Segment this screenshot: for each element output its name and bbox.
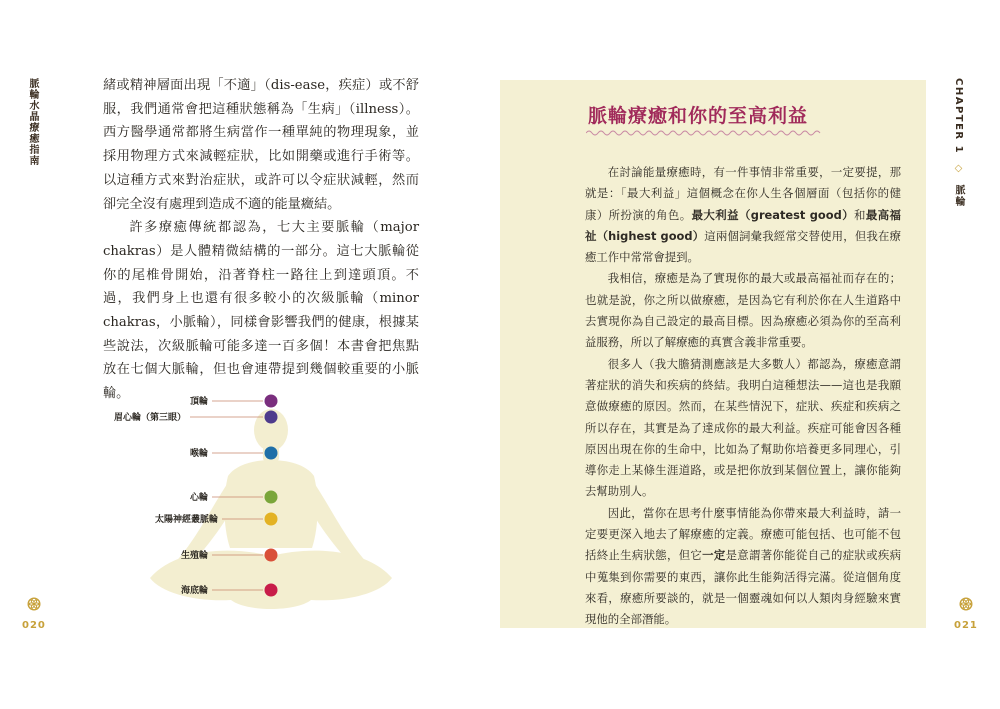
- left-body-text: [103, 74, 419, 406]
- chakra-dot-solar-plexus: [265, 513, 278, 526]
- chapter-label: CHAPTER 1: [953, 78, 964, 155]
- chakra-label-sacral: 生殖輪: [180, 551, 208, 561]
- text-run: 因此，當你在思考什麼事情能為你帶來最大利益時，請一定要更深入地去了解療癒的定義。療癒可能包括、也可能不包括終止生病狀態，但它: [585, 505, 901, 563]
- running-head-book-title: 脈輪水晶療癒指南: [27, 78, 38, 166]
- flower-ornament-icon: [959, 597, 973, 611]
- text-run: 我相信，療癒是為了實現你的最大或最高福祉而存在的；也就是說，你之所以做療癒，是因為它有利於你在人生道路中去實現你為自己設定的最高目標。因為療癒必須為你的至高利益服務，所以了解療癒的真實含義非常重要。: [585, 271, 901, 350]
- right-paragraph-1: [585, 162, 901, 268]
- text-run: 很多人（我大膽猜測應該是大多數人）都認為，療癒意謂著症狀的消失和疾病的終結。我明白這種想法——這也是我願意做療癒的原因。然而，在某些情況下，症狀、疾症和疾病之所以存在，其實是為了達成你的最大利益。疾症可能會因各種原因出現在你的生命中，比如為了幫助你培養更多同理心，引導你走上某條生涯道路，或是把你放到某個位置上，讓你能夠去幫助別人。: [585, 356, 901, 499]
- bold-term-highest-good: 最高福祉（highest good）: [585, 207, 901, 243]
- chakra-label-throat: 喉輪: [189, 449, 208, 459]
- text-run: 這兩個詞彙我經常交替使用，但我在療癒工作中常常會提到。: [585, 228, 901, 265]
- left-paragraph-1: 緒或精神層面出現「不適」（dis-ease，疾症）或不舒服，我們通常會把這種狀態稱為「生病」（illness）。西方醫學通常都將生病當作一種單純的物理現象，並採用物理方式來減輕症狀，比如開藥或進行手術等。以這種方式來對治症狀，或許可以令症狀減輕，然而卻完全沒有處理到造成不適的能量癥結。: [103, 78, 419, 212]
- page-number-left: 020: [22, 620, 46, 631]
- meditation-silhouette: [0, 380, 500, 630]
- chakra-dot-sacral: [265, 549, 278, 562]
- title-underline-wave: [586, 129, 822, 137]
- chakra-figure: [0, 380, 500, 630]
- bold-term-definitely: 一定: [702, 548, 726, 563]
- text-run: 是意謂著你能從自己的症狀或疾病中蒐集到你需要的東西，讓你此生能夠活得完滿。從這個角度來看，療癒所要談的，就是一個靈魂如何以人類肉身經驗來實現他的全部潛能。: [585, 548, 901, 627]
- right-page: [500, 0, 1000, 709]
- chakra-dot-heart: [265, 491, 278, 504]
- bold-term-greatest-good: 最大利益（greatest good）: [691, 207, 855, 222]
- text-run: 在討論能量療癒時，有一件事情非常重要，一定要提，那就是：「最大利益」這個概念在你人生各個層面（包括你的健康）所扮演的角色。: [585, 165, 901, 222]
- chakra-dot-root: [265, 584, 278, 597]
- chakra-label-heart: 心輪: [189, 493, 208, 503]
- right-paragraph-2: [585, 268, 901, 353]
- right-body-text: [585, 162, 901, 631]
- chakra-label-solar-plexus: 太陽神經叢脈輪: [154, 515, 218, 525]
- chakra-label-third-eye: 眉心輪（第三眼）: [113, 413, 186, 423]
- diamond-icon: ◇: [953, 163, 964, 176]
- right-paragraph-3: [585, 354, 901, 503]
- chakra-label-crown: 頂輪: [189, 397, 208, 407]
- left-paragraph-2: 許多療癒傳統都認為，七大主要脈輪（major chakras）是人體精微結構的一部分。這七大脈輪從你的尾椎骨開始，沿著脊柱一路往上到達頭頂。不過，我們身上也還有很多較小的次級脈輪（minor chakras，小脈輪），同樣會影響我們的健康，根據某些說法，次級脈輪可能多達一百多個！本書會把焦點放在七個大脈輪，但也會連帶提到幾個較重要的小脈輪。: [103, 220, 419, 402]
- flower-ornament-icon: [27, 597, 41, 611]
- running-head-chapter: [950, 78, 966, 208]
- chakra-dot-throat: [265, 447, 278, 460]
- chapter-title: 脈輪: [953, 184, 964, 208]
- chakra-dot-third-eye: [265, 411, 278, 424]
- chakra-label-root: 海底輪: [180, 586, 208, 596]
- chakra-dot-crown: [265, 395, 278, 408]
- text-run: 和: [854, 207, 866, 222]
- page-number-right: 021: [954, 620, 978, 631]
- right-paragraph-4: [585, 503, 901, 631]
- section-title: 脈輪療癒和你的至高利益: [588, 105, 809, 127]
